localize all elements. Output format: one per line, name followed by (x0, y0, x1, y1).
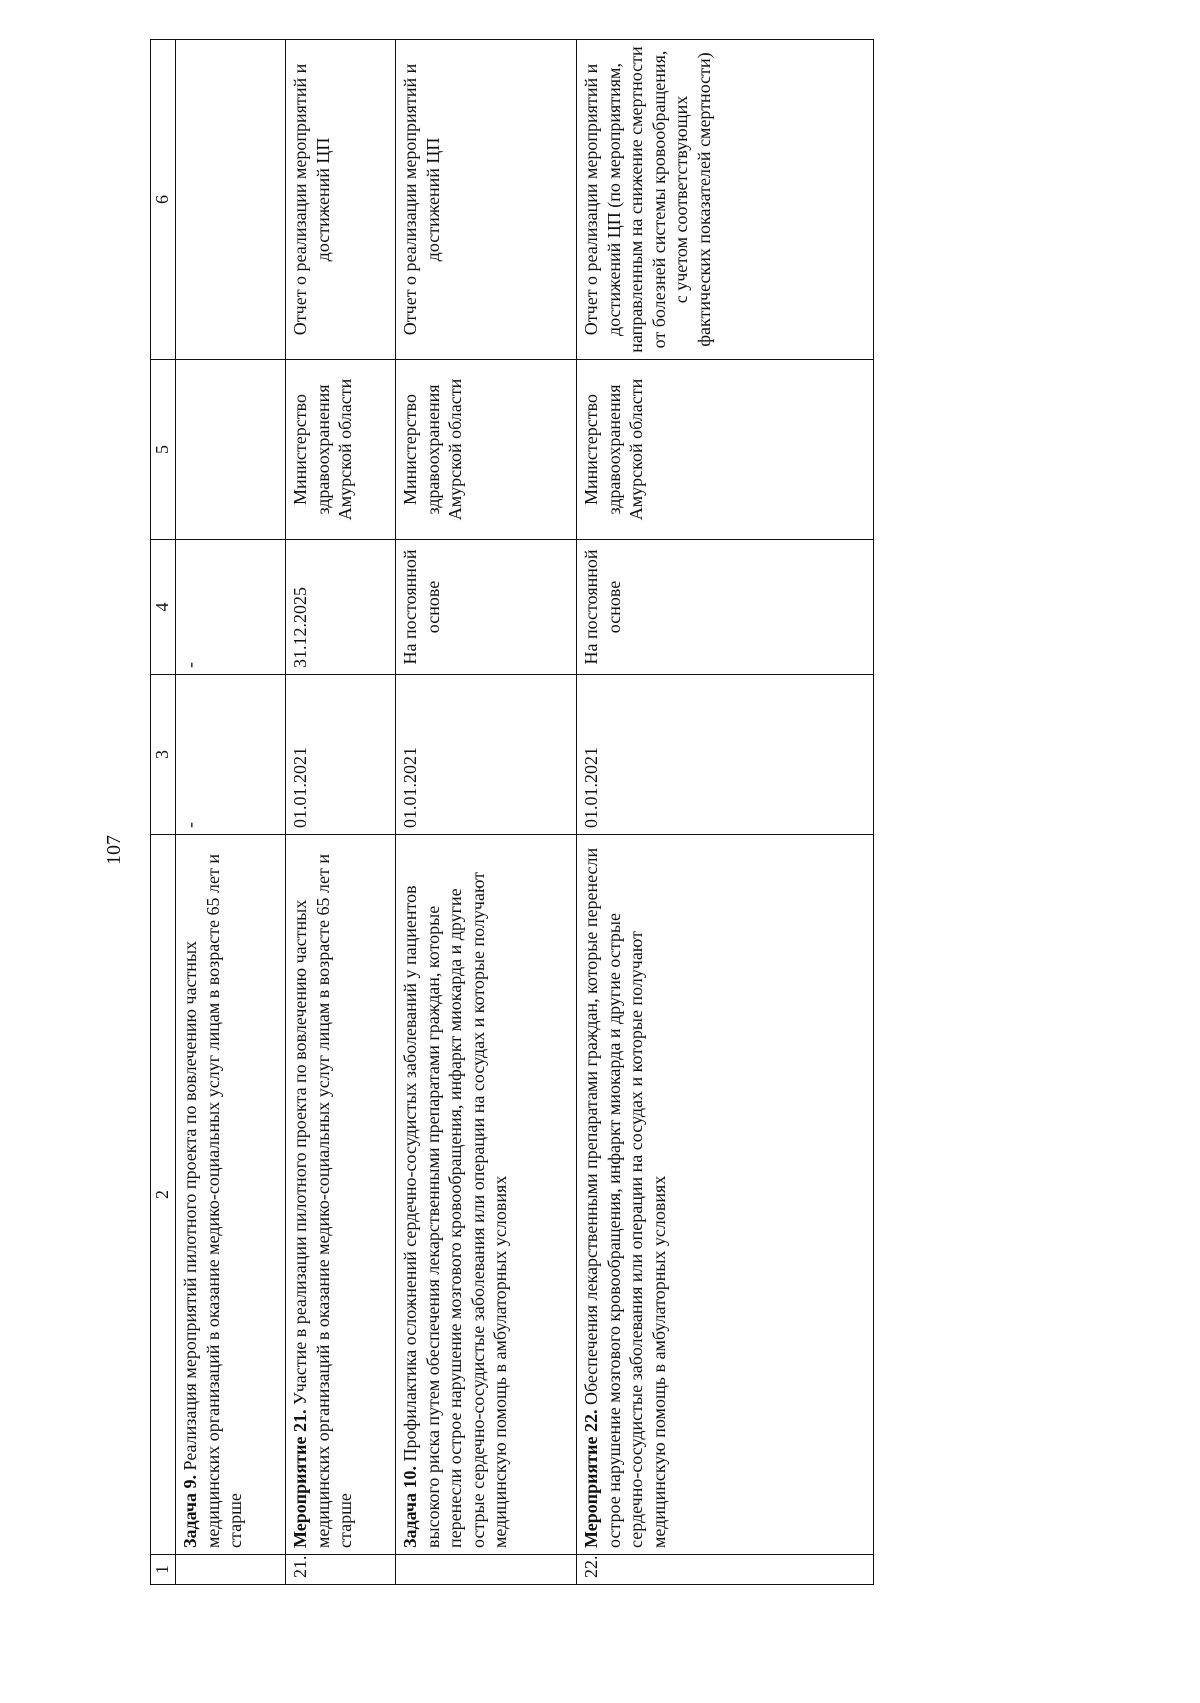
cell-number: 21. (286, 1555, 396, 1585)
table-row-task-10 (396, 40, 577, 1585)
cell-result: Отчет о реализации мероприятий и достижений ЦП (396, 40, 577, 360)
header-col-3: 3 (151, 675, 176, 835)
header-col-6: 6 (151, 40, 176, 360)
page-number: 107 (103, 835, 125, 865)
header-col-4: 4 (151, 540, 176, 675)
cell-start: 01.01.2021 (396, 675, 577, 835)
header-col-5: 5 (151, 360, 176, 540)
description-text: Реализация мероприятий пилотного проекта по вовлечению частных медицинских организаций в оказание медико-социальных услуг лицам в возрасте 65 лет и старше (180, 853, 245, 1548)
cell-number (176, 1555, 286, 1585)
cell-end: На постоянной основе (396, 540, 577, 675)
cell-description (577, 835, 874, 1555)
cell-start: 01.01.2021 (286, 675, 396, 835)
cell-responsible (176, 360, 286, 540)
description-text: Обеспечения лекарственными препаратами граждан, которые перенесли острое нарушение мозгового кровообращения, инфаркт миокарда и другие острые сердечно-сосудистые заболевания или операции на сосудах и которые получают медицинскую помощь в амбулаторных условиях (581, 847, 669, 1548)
description-title: Задача 10. (400, 1465, 420, 1548)
cell-result (176, 40, 286, 360)
cell-end: - (176, 540, 286, 675)
header-row (151, 40, 176, 1585)
cell-number (396, 1555, 577, 1585)
description-text: Профилактика осложнений сердечно-сосудистых заболеваний у пациентов высокого риска путем обеспечения лекарственными препаратами граждан, которые перенесли острое нарушение мозгового кровообращения, инфаркт миокарда и другие острые сердечно-сосудистые заболевания или операции на сосудах и которые получают медицинскую помощь в амбулаторных условиях (400, 871, 510, 1548)
description-title: Мероприятие 22. (581, 1409, 601, 1548)
cell-description (396, 835, 577, 1555)
cell-responsible: Министерство здравоохранения Амурской области (286, 360, 396, 540)
cell-end: На постоянной основе (577, 540, 874, 675)
cell-description (176, 835, 286, 1555)
table-row-measure-21 (286, 40, 396, 1585)
cell-start: 01.01.2021 (577, 675, 874, 835)
cell-responsible: Министерство здравоохранения Амурской области (577, 360, 874, 540)
table-row-task-9 (176, 40, 286, 1585)
cell-description (286, 835, 396, 1555)
header-col-2: 2 (151, 835, 176, 1555)
description-title: Мероприятие 21. (290, 1409, 310, 1548)
cell-result: Отчет о реализации мероприятий и достижений ЦП (286, 40, 396, 360)
header-col-1: 1 (151, 1555, 176, 1585)
description-title: Задача 9. (180, 1474, 200, 1548)
description-text: Участие в реализации пилотного проекта по вовлечению частных медицинских организаций в оказание медико-социальных услуг лицам в возрасте 65 лет и старше (290, 853, 355, 1548)
cell-result: Отчет о реализации мероприятий и достижений ЦП (по мероприятиям, направленным на снижение смертности от болезней системы кровообращения, с учетом соответствующих фактических показателей смертности) (577, 40, 874, 360)
cell-end: 31.12.2025 (286, 540, 396, 675)
cell-responsible: Министерство здравоохранения Амурской области (396, 360, 577, 540)
table-row-measure-22 (577, 40, 874, 1585)
plan-table (150, 39, 874, 1585)
rotated-table-container (150, 40, 902, 1585)
cell-number: 22. (577, 1555, 874, 1585)
cell-start: - (176, 675, 286, 835)
